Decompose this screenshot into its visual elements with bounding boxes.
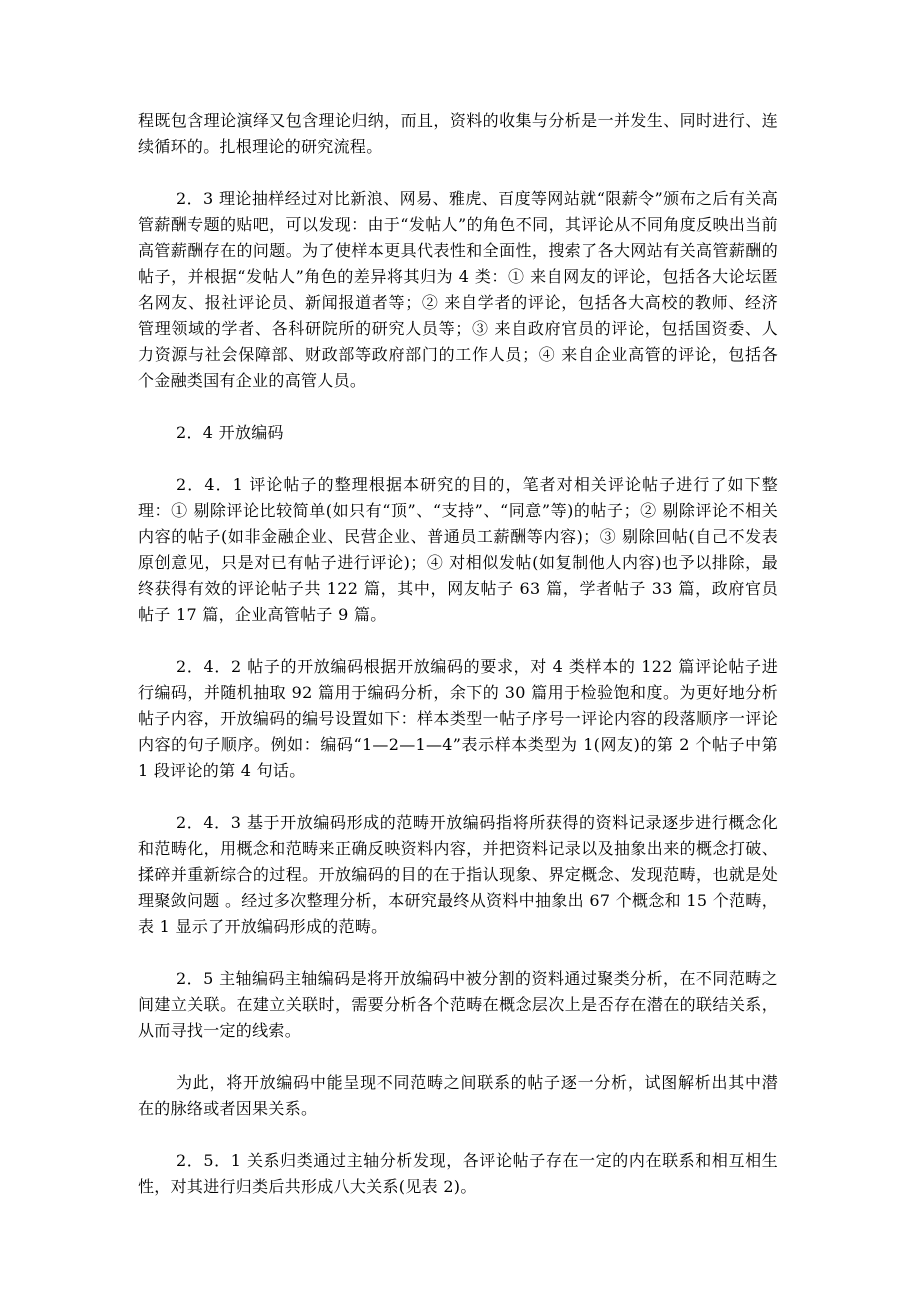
paragraph-2-4-1-post-cleanup: 2．4．1 评论帖子的整理根据本研究的目的，笔者对相关评论帖子进行了如下整理：① 剔除评论比较简单(如只有“顶”、“支持”、“同意”等)的帖子；② 剔除评论不相关内容的帖子(如非金融企业、民营企业、普通员工薪酬等内容)；③ 剔除回帖(自己不发表原创意见，只是对已有帖子进行评论)；④ 对相似发帖(如复制他人内容)也予以排除，最终获得有效的评论帖子共 122 篇，其中，网友帖子 63 篇，学者帖子 33 篇，政府官员帖子 17 篇，企业高管帖子 9 篇。 xyxy=(138,475,778,624)
heading-2-4-open-coding: 2．4 开放编码 xyxy=(176,423,284,442)
paragraph-intro-continuation: 程既包含理论演绎又包含理论归纳，而且，资料的收集与分析是一并发生、同时进行、连续循环的。扎根理论的研究流程。 xyxy=(138,111,778,156)
paragraph-2-4-2-post-coding: 2．4．2 帖子的开放编码根据开放编码的要求，对 4 类样本的 122 篇评论帖子进行编码，并随机抽取 92 篇用于编码分析，余下的 30 篇用于检验饱和度。为更好地分析帖子内容，开放编码的编号设置如下：样本类型一帖子序号一评论内容的段落顺序一评论内容的句子顺序。例如：编码“1—2—1—4”表示样本类型为 1(网友)的第 2 个帖子中第 1 段评论的第 4 句话。 xyxy=(138,657,778,780)
paragraph-2-4-3-categories: 2．4．3 基于开放编码形成的范畴开放编码指将所获得的资料记录逐步进行概念化和范畴化，用概念和范畴来正确反映资料内容，并把资料记录以及抽象出来的概念打破、揉碎并重新综合的过程。开放编码的目的在于指认现象、界定概念、发现范畴，也就是处理聚敛问题 。经过多次整理分析，本研究最终从资料中抽象出 67 个概念和 15 个范畴，表 1 显示了开放编码形成的范畴。 xyxy=(138,813,778,936)
document-page xyxy=(138,108,778,1226)
paragraph-2-3-theoretical-sampling: 2．3 理论抽样经过对比新浪、网易、雅虎、百度等网站就“限薪令”颁布之后有关高管薪酬专题的贴吧，可以发现：由于“发帖人”的角色不同，其评论从不同角度反映出当前高管薪酬存在的问题。为了使样本更具代表性和全面性，搜索了各大网站有关高管薪酬的帖子，并根据“发帖人”角色的差异将其归为 4 类：① 来自网友的评论，包括各大论坛匿名网友、报社评论员、新闻报道者等；② 来自学者的评论，包括各大高校的教师、经济管理领域的学者、各科研院所的研究人员等；③ 来自政府官员的评论，包括国资委、人力资源与社会保障部、财政部等政府部门的工作人员；④ 来自企业高管的评论，包括各个金融类国有企业的高管人员。 xyxy=(138,189,778,390)
paragraph-2-5-axial-coding: 2．5 主轴编码主轴编码是将开放编码中被分割的资料通过聚类分析，在不同范畴之间建立关联。在建立关联时，需要分析各个范畴在概念层次上是否存在潜在的联结关系，从而寻找一定的线索。 xyxy=(138,969,778,1040)
paragraph-analysis-purpose: 为此，将开放编码中能呈现不同范畴之间联系的帖子逐一分析，试图解析出其中潜在的脉络或者因果关系。 xyxy=(138,1073,778,1118)
paragraph-2-5-1-relation-grouping: 2．5．1 关系归类通过主轴分析发现，各评论帖子存在一定的内在联系和相互相生性，对其进行归类后共形成八大关系(见表 2)。 xyxy=(138,1151,778,1196)
